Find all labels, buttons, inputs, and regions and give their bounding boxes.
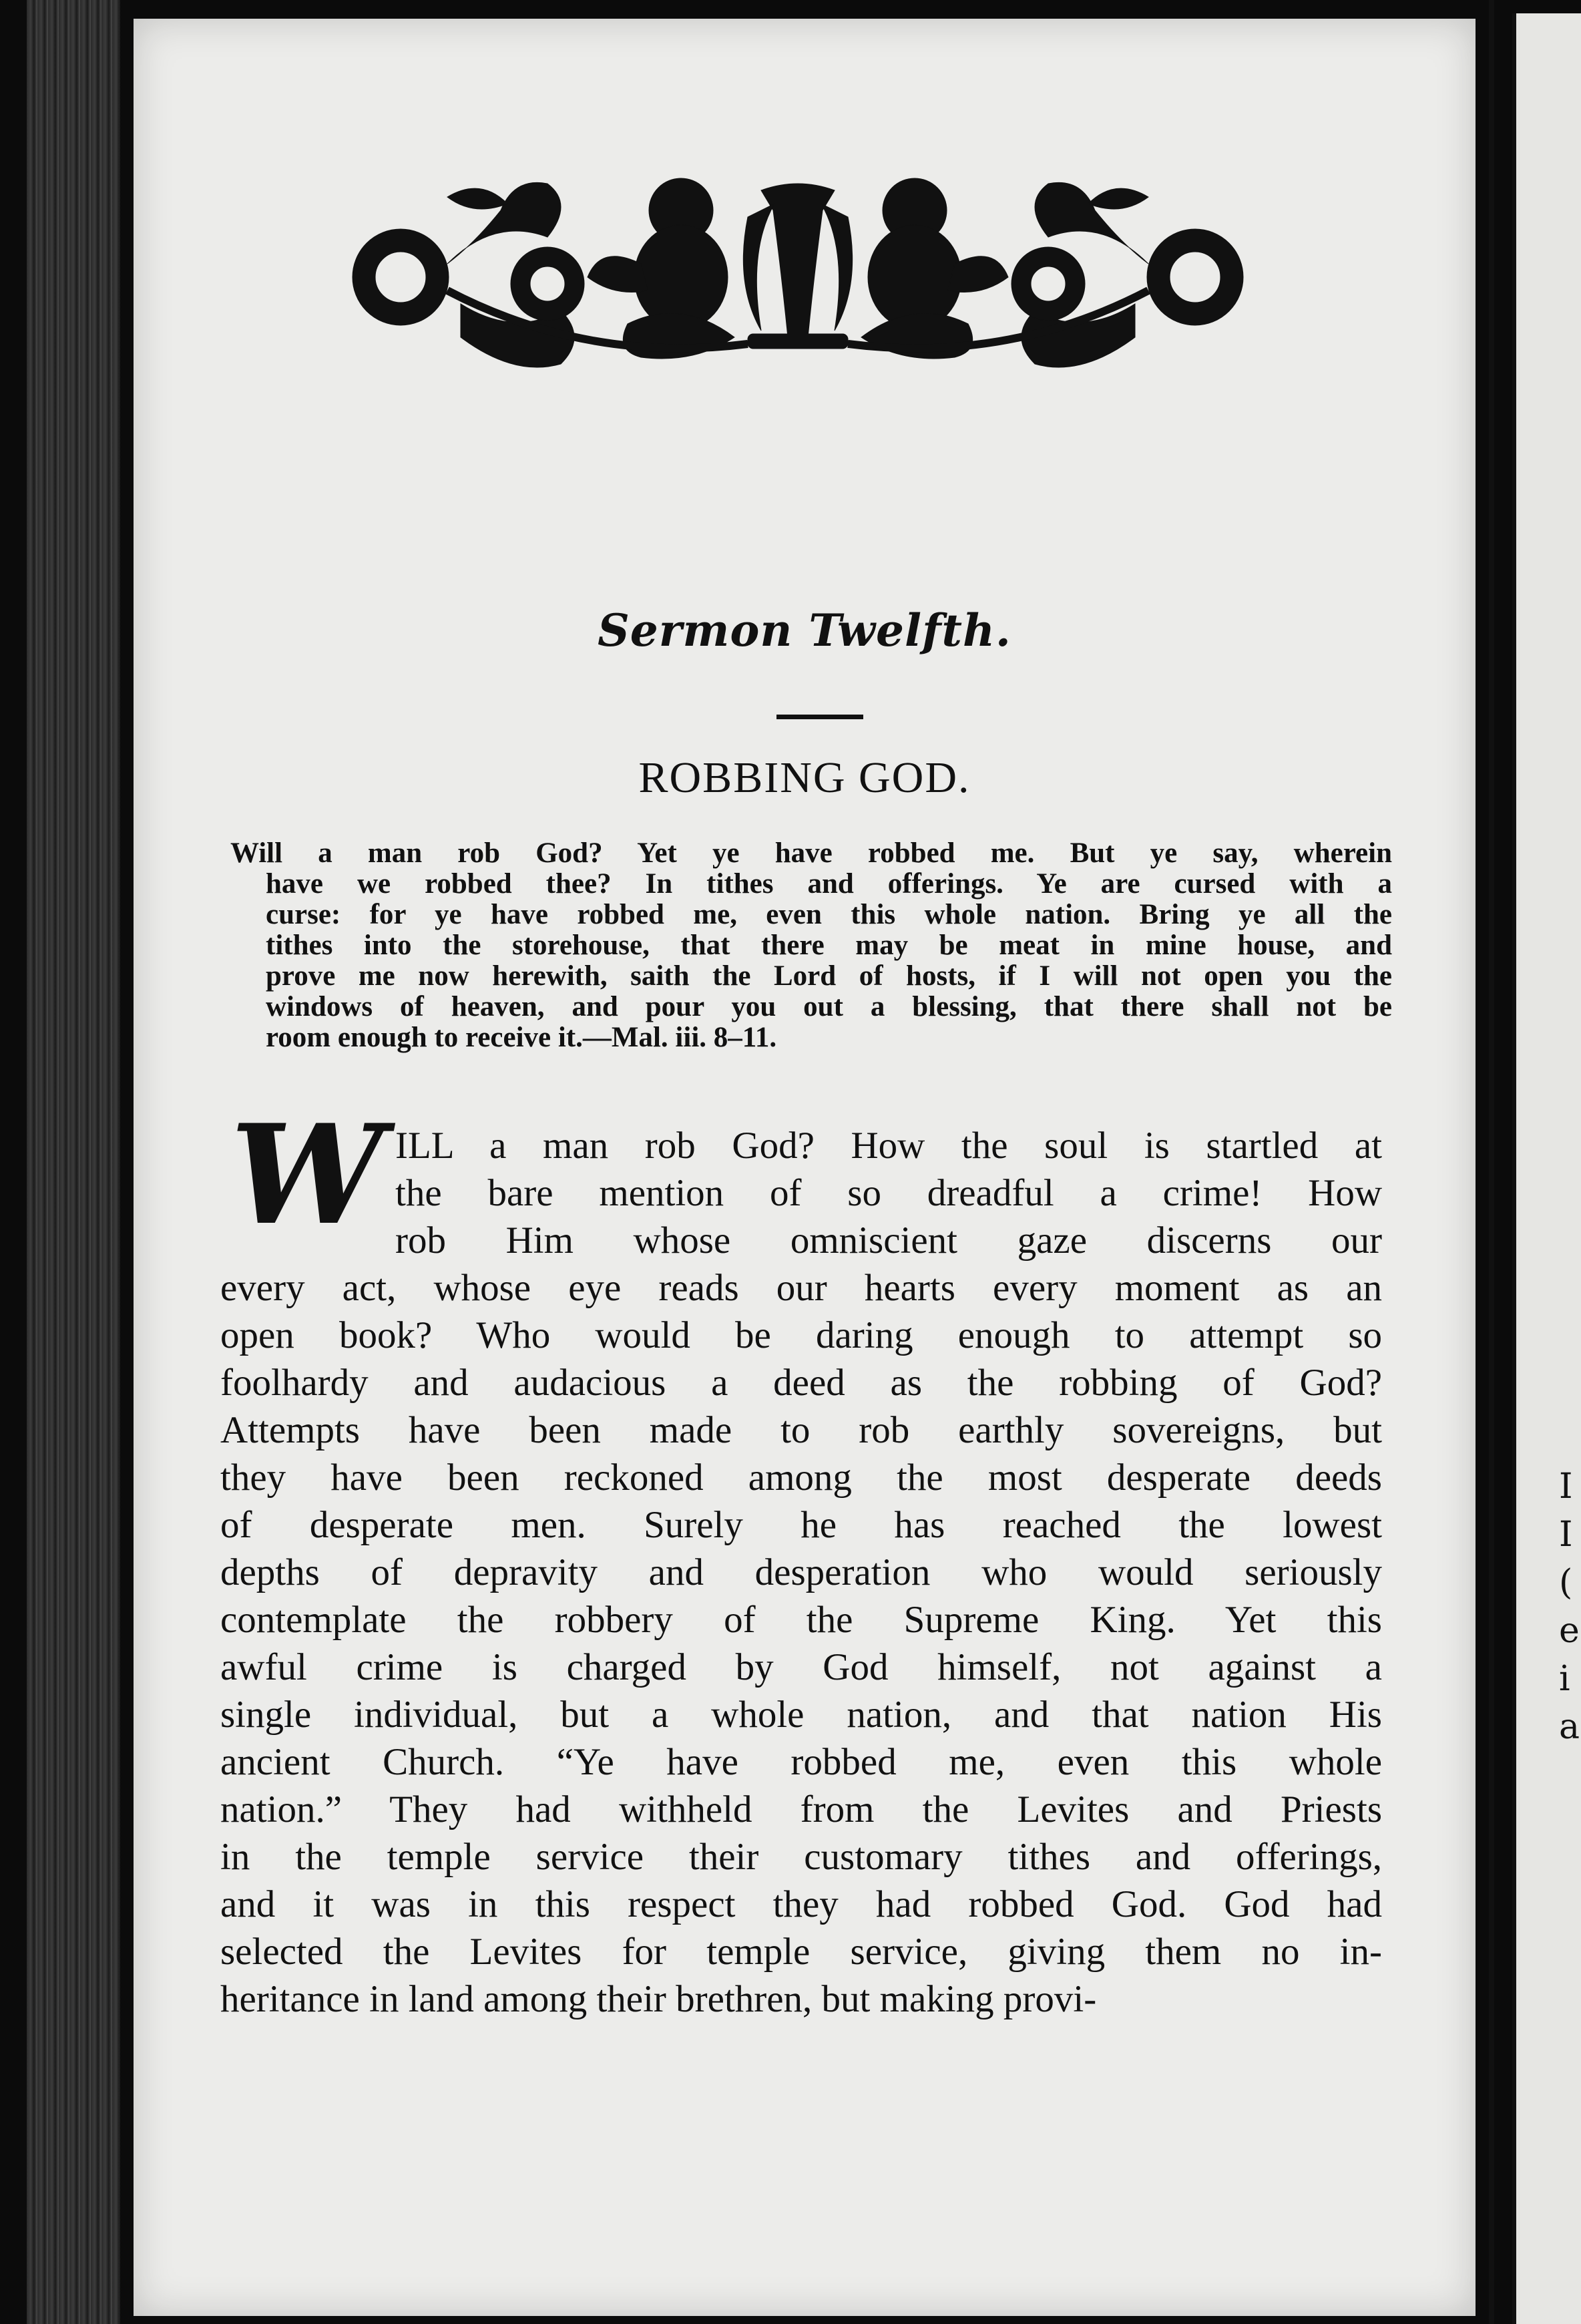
body-line: selected the Levites for temple service, giving them no in- (220, 1931, 1382, 1973)
body-line: every act, whose eye reads our hearts every moment as an (220, 1267, 1382, 1309)
adjacent-letter: ( (1559, 1563, 1573, 1603)
body-line: rob Him whose omniscient gaze discerns our (395, 1219, 1382, 1262)
sermon-body-text (220, 1122, 1382, 2023)
body-line: contemplate the robbery of the Supreme King. Yet this (220, 1599, 1382, 1641)
body-line: they have been reckoned among the most desperate deeds (220, 1457, 1382, 1499)
body-line: of desperate men. Surely he has reached the lowest (220, 1504, 1382, 1546)
adjacent-page-letters (1559, 1463, 1579, 1751)
body-line: ancient Church. “Ye have robbed me, even this whole (220, 1741, 1382, 1783)
body-line: nation.” They had withheld from the Levites and Priests (220, 1788, 1382, 1830)
adjacent-letter: I (1559, 1515, 1573, 1555)
epigraph-line: tithes into the storehouse, that there may be meat in mine house, and (266, 930, 1392, 961)
body-line: and it was in this respect they had robbed God. God had (220, 1883, 1382, 1925)
ornamental-headpiece-icon (347, 164, 1249, 384)
adjacent-letter: i (1559, 1659, 1570, 1699)
epigraph-line: curse: for ye have robbed me, even this whole nation. Bring ye all the (266, 899, 1392, 930)
adjacent-letter: e (1559, 1611, 1580, 1651)
page-edge-stack (27, 0, 120, 2324)
epigraph-line: prove me now herewith, saith the Lord of hosts, if I will not open you the (266, 960, 1392, 992)
title-divider-rule (776, 715, 863, 719)
drop-cap-letter: W (230, 1095, 385, 1255)
body-line: the bare mention of so dreadful a crime! How (395, 1172, 1382, 1214)
body-line: Attempts have been made to rob earthly sovereigns, but (220, 1409, 1382, 1451)
gutter-line (1489, 0, 1494, 2324)
sermon-number-heading: Sermon Twelfth. (598, 604, 1011, 656)
epigraph-line: have we robbed thee? In tithes and offerings. Ye are cursed with a (266, 868, 1392, 900)
body-line: depths of depravity and desperation who would seriously (220, 1551, 1382, 1593)
scripture-epigraph (230, 838, 1392, 1053)
epigraph-line: Will a man rob God? Yet ye have robbed me. But ye say, wherein (230, 837, 1392, 869)
body-line: open book? Who would be daring enough to attempt so (220, 1314, 1382, 1356)
adjacent-letter: a (1559, 1707, 1580, 1747)
body-line: heritance in land among their brethren, but making provi- (220, 1978, 1097, 2020)
body-line: in the temple service their customary tithes and offerings, (220, 1836, 1382, 1878)
epigraph-line: room enough to receive it.—Mal. iii. 8–11. (266, 1022, 777, 1053)
adjacent-page-sliver (1512, 13, 1581, 2324)
epigraph-line: windows of heaven, and pour you out a blessing, that there shall not be (266, 991, 1392, 1022)
body-line: foolhardy and audacious a deed as the robbing of God? (220, 1362, 1382, 1404)
body-line: awful crime is charged by God himself, not against a (220, 1646, 1382, 1688)
body-line: single individual, but a whole nation, and that nation His (220, 1694, 1382, 1736)
adjacent-letter: I (1559, 1467, 1573, 1507)
body-line: ILL a man rob God? How the soul is startled at (395, 1125, 1382, 1167)
sermon-title: ROBBING GOD. (638, 753, 971, 802)
